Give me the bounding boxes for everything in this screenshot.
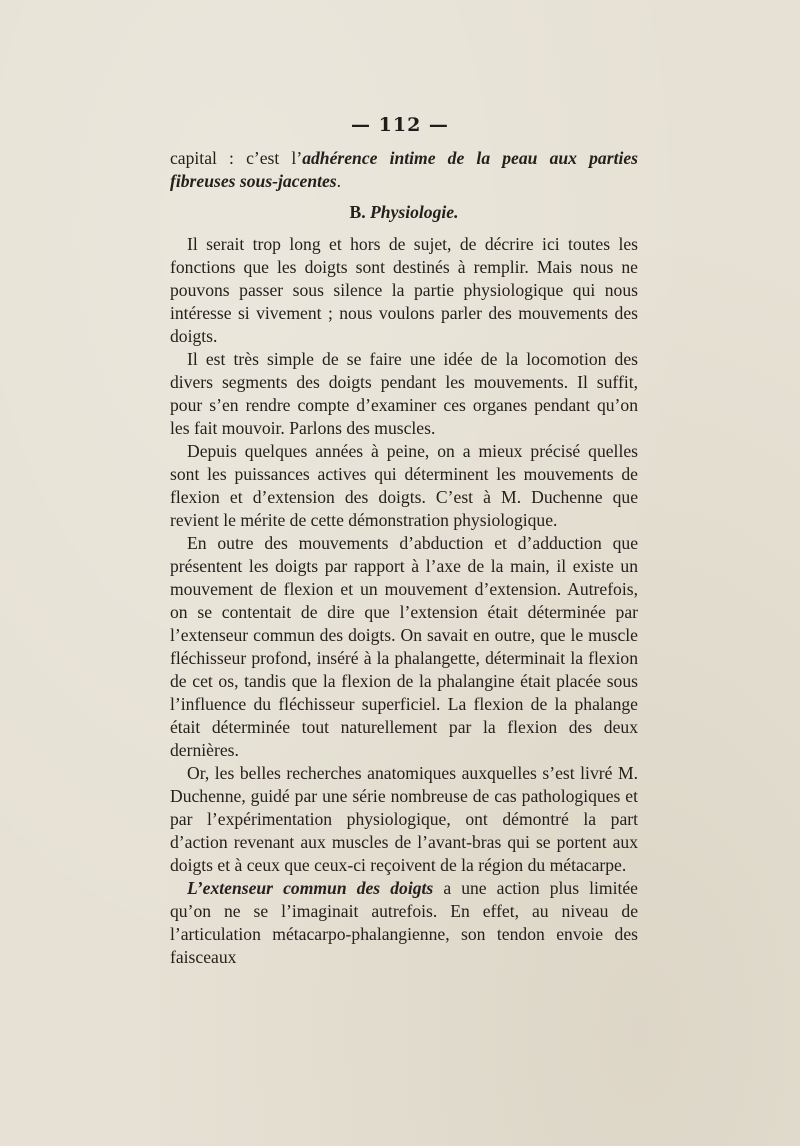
paragraph-6-text: a une action plus limitée qu’on ne se l’imaginait autrefois. En effet, au niveau de l’articulation métacarpo-phalangienne, son tendon envoie des faisceaux bbox=[170, 878, 638, 967]
paragraph-6-emphasis: L’extenseur commun des doigts bbox=[187, 878, 434, 898]
paragraph-2: Il est très simple de se faire une idée de la locomotion des divers segments des doigts pendant les mouvements. Il suffit, pour s’en rendre compte d’examiner ces organes pendant qu’on les fait mouvoir. Parlons des muscles. bbox=[170, 349, 638, 438]
page-number: — 112 — bbox=[351, 114, 449, 136]
opening-line bbox=[170, 147, 638, 193]
opening-suffix: . bbox=[336, 171, 342, 191]
section-title: Physiologie. bbox=[370, 202, 459, 222]
paragraph-4: En outre des mouvements d’abduction et d’adduction que présentent les doigts par rapport à l’axe de la main, il existe un mouvement de flexion et un mouvement d’extension. Autrefois, on se contentait de dire que l’extension était déterminée par l’extenseur commun des doigts. On savait en outre, que le muscle fléchisseur profond, inséré à la phalangette, déterminait la flexion de cet os, tandis que la flexion de la phalangine était placée sous l’influence du fléchisseur superficiel. La flexion de la phalange était déterminée tout naturellement par la flexion des deux dernières. bbox=[170, 533, 638, 760]
section-heading bbox=[170, 201, 638, 224]
paragraph-5: Or, les belles recherches anatomiques auxquelles s’est livré M. Duchenne, guidé par une série nombreuse de cas pathologiques et par l’expérimentation physiologique, ont démontré la part d’action revenant aux muscles de l’avant-bras qui se portent aux doigts et à ceux que ceux-ci reçoivent de la région du métacarpe. bbox=[170, 763, 638, 875]
paragraph-6 bbox=[170, 877, 638, 969]
paragraph-1: Il serait trop long et hors de sujet, de décrire ici toutes les fonctions que les doigts sont destinés à remplir. Mais nous ne pouvons passer sous silence la partie physiologique qui nous intéresse si vivement ; nous voulons parler des mouvements des doigts. bbox=[170, 234, 638, 346]
opening-emphasis: adhérence intime de la peau aux parties fibreuses sous-jacentes bbox=[170, 148, 638, 191]
body-text bbox=[170, 147, 638, 969]
opening-prefix: capital : c’est l’ bbox=[170, 148, 303, 168]
section-letter: B. bbox=[349, 202, 366, 222]
paragraph-3: Depuis quelques années à peine, on a mieux précisé quelles sont les puissances actives qui déterminent les mouvements de flexion et d’extension des doigts. C’est à M. Duchenne que revient le mérite de cette démonstration physiologique. bbox=[170, 441, 638, 530]
